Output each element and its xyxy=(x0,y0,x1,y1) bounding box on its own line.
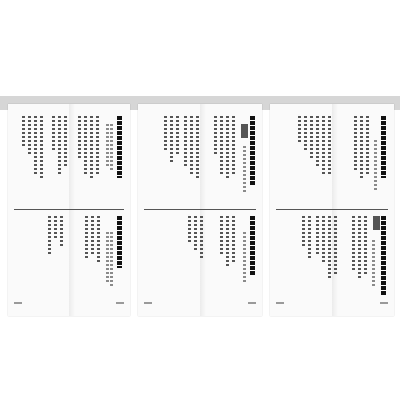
credit-column xyxy=(110,232,113,288)
page-number xyxy=(248,302,256,304)
section-rule xyxy=(276,209,388,210)
page-number xyxy=(116,302,124,304)
body-column xyxy=(310,116,313,160)
credit-column xyxy=(243,146,246,192)
body-column xyxy=(60,216,63,246)
body-column xyxy=(364,216,367,276)
body-column xyxy=(188,216,191,244)
body-column xyxy=(200,216,203,260)
body-column xyxy=(96,116,99,176)
body-column xyxy=(328,116,331,176)
section-tag xyxy=(373,216,380,230)
section-rule xyxy=(144,209,256,210)
page-heading xyxy=(250,216,255,276)
body-column xyxy=(232,216,235,262)
body-column xyxy=(90,116,93,180)
body-column xyxy=(64,116,67,168)
body-column xyxy=(54,216,57,240)
section-rule xyxy=(14,209,124,210)
body-column xyxy=(40,116,43,178)
body-column xyxy=(34,116,37,174)
page-number xyxy=(380,302,388,304)
page-heading xyxy=(250,116,255,186)
body-column xyxy=(316,116,319,166)
gutter-shadow xyxy=(332,104,338,316)
gutter-shadow xyxy=(69,104,75,316)
gutter-shadow xyxy=(200,104,206,316)
body-column xyxy=(170,116,173,162)
credit-column xyxy=(110,124,113,172)
body-column xyxy=(334,216,337,276)
body-column xyxy=(358,216,361,280)
body-column xyxy=(226,216,229,268)
body-column xyxy=(316,216,319,256)
body-column xyxy=(220,216,223,256)
body-column xyxy=(226,116,229,180)
body-column xyxy=(28,116,31,156)
body-column xyxy=(22,116,25,146)
page-heading xyxy=(381,216,386,296)
body-column xyxy=(196,116,199,178)
body-column xyxy=(78,116,81,160)
body-column xyxy=(214,116,217,156)
body-column xyxy=(304,116,307,152)
body-column xyxy=(298,116,301,144)
body-column xyxy=(220,116,223,174)
body-column xyxy=(366,116,369,174)
body-column xyxy=(352,216,355,272)
credit-column xyxy=(243,232,246,284)
body-column xyxy=(354,116,357,172)
page-number xyxy=(144,302,152,304)
body-column xyxy=(360,116,363,178)
section-tag xyxy=(241,124,248,138)
credit-column xyxy=(106,124,109,168)
page-heading xyxy=(381,116,386,178)
body-column xyxy=(328,216,331,278)
body-column xyxy=(97,216,100,264)
body-column xyxy=(184,116,187,168)
body-column xyxy=(58,116,61,176)
credit-column xyxy=(374,140,377,192)
body-column xyxy=(84,116,87,174)
body-column xyxy=(52,116,55,152)
body-column xyxy=(164,116,167,150)
credit-column xyxy=(372,240,375,286)
page-heading xyxy=(117,116,122,178)
body-column xyxy=(85,216,88,260)
body-column xyxy=(302,216,305,246)
body-column xyxy=(308,216,311,260)
page-heading xyxy=(117,216,122,268)
body-column xyxy=(322,216,325,264)
body-column xyxy=(48,216,51,256)
body-column xyxy=(91,216,94,256)
body-column xyxy=(190,116,193,174)
page-number xyxy=(14,302,22,304)
body-column xyxy=(176,116,179,156)
body-column xyxy=(322,116,325,174)
page-number xyxy=(276,302,284,304)
credit-column xyxy=(106,232,109,282)
body-column xyxy=(194,216,197,252)
body-column xyxy=(232,116,235,176)
